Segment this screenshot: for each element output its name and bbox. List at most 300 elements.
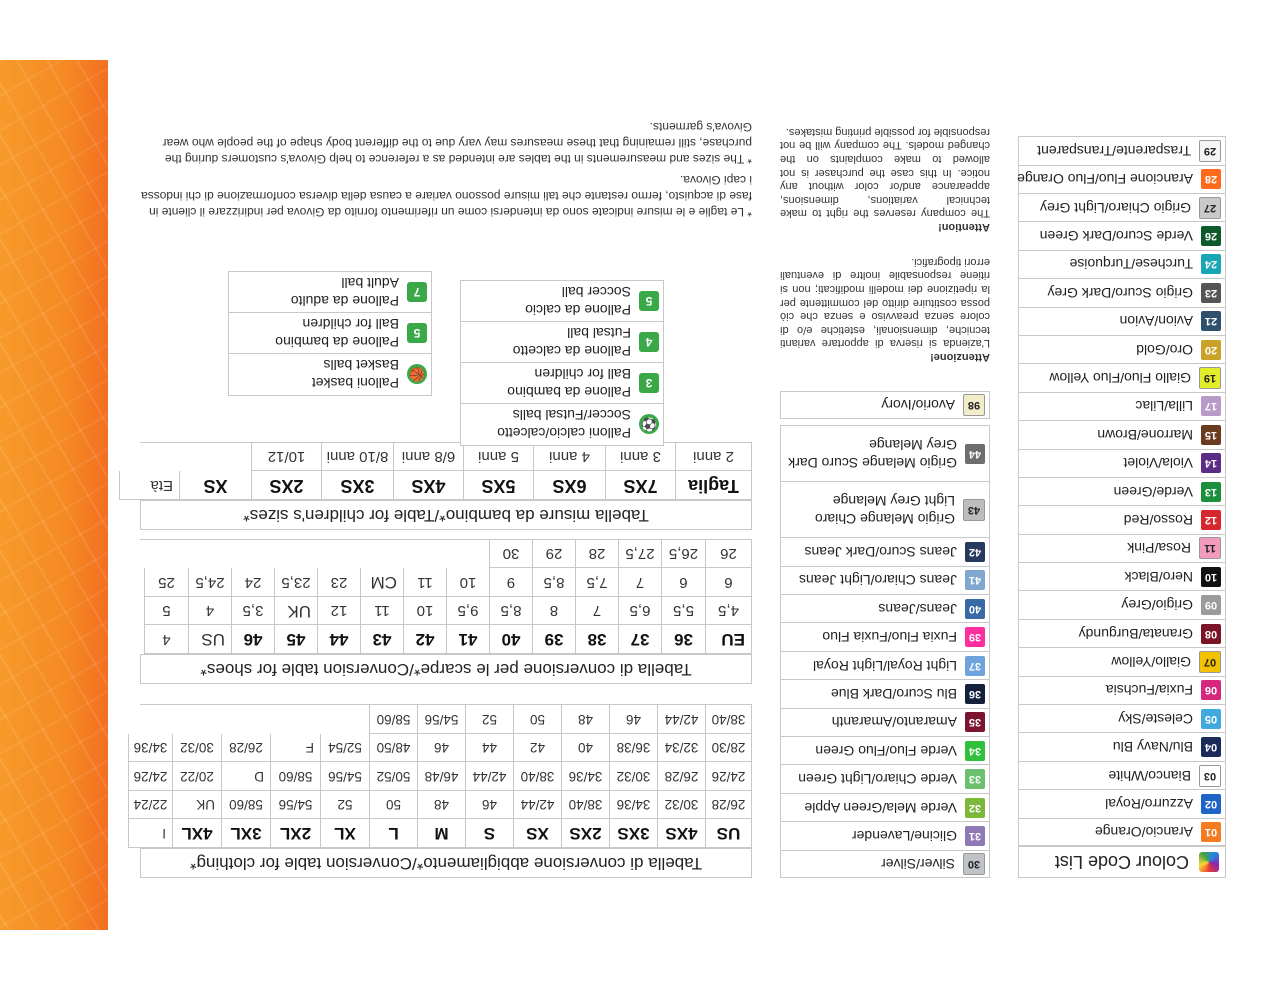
colour-swatch-icon: 11: [1199, 537, 1221, 559]
colour-name: Celeste/Sky: [1118, 710, 1193, 727]
table-header-cell: 3XS: [609, 820, 657, 849]
colour-swatch-icon: 20: [1201, 340, 1221, 360]
colour-name: Grigio/Grey: [1121, 597, 1193, 614]
table-cell: 54/56: [320, 763, 369, 792]
colour-row: [1018, 732, 1226, 760]
table-cell: 7,5: [575, 569, 618, 598]
colour-name: Granata/Burgundy: [1078, 625, 1193, 642]
table-cell: 34/36: [128, 734, 172, 763]
colour-row: [780, 425, 990, 481]
table-cell: 6/8 anni: [393, 443, 463, 472]
ball-row: [229, 354, 431, 395]
colour-name: Blu Scuro/Dark Blue: [830, 685, 957, 702]
colour-swatch-icon: 13: [1201, 482, 1221, 502]
table-cell: 30: [489, 540, 532, 569]
shoes-grid: [140, 539, 752, 654]
table-cell: 38/40: [513, 763, 561, 792]
table-cell: 4: [144, 626, 188, 655]
ball-name-en: Adult ball: [341, 275, 399, 291]
clothing-conversion-table: [133, 705, 752, 879]
colour-name: Avorio/Ivory: [881, 397, 955, 414]
colour-swatch-icon: 42: [965, 542, 985, 562]
table-cell: 54/56: [270, 791, 320, 820]
table-cell: 58/60: [221, 791, 270, 820]
table-cell: 50/52: [369, 763, 417, 792]
colour-row: [780, 764, 990, 792]
colour-name: Lilla/Lilac: [1135, 398, 1193, 415]
table-cell: 36: [661, 626, 705, 655]
table-cell: 26/28: [657, 763, 705, 792]
table-row-label: UK: [172, 791, 221, 820]
colour-row: [1018, 562, 1226, 590]
colour-list-title: Colour Code List: [1054, 852, 1189, 873]
ball-icon: 🏀: [407, 365, 427, 385]
table-cell: 39: [532, 626, 575, 655]
table-cell: 5 anni: [463, 443, 533, 472]
table-cell: 5: [144, 597, 188, 626]
table-cell: 42/44: [465, 763, 513, 792]
table-cell: 26,5: [661, 540, 705, 569]
colour-name: Verde Fluo/Fluo Green: [815, 742, 957, 759]
table-cell: 9: [489, 569, 532, 598]
table-cell: 2 anni: [675, 443, 751, 472]
table-cell: 26/28: [705, 791, 751, 820]
colour-row: [780, 594, 990, 622]
ball-size-badge: 7: [407, 282, 427, 302]
table-cell: 36/38: [609, 734, 657, 763]
colour-name: Turchese/Turquoise: [1069, 256, 1193, 273]
children-grid: [140, 442, 752, 500]
colour-swatch-icon: 10: [1201, 567, 1221, 587]
table-header-cell: 4XS: [393, 472, 463, 501]
table-header-cell: L: [369, 820, 417, 849]
basket-balls-box: [228, 271, 432, 396]
table-cell: 3,5: [231, 597, 274, 626]
table-header-cell: S: [465, 820, 513, 849]
colour-name: Jeans Scuro/Dark Jeans: [804, 544, 957, 561]
ball-name-en: Futsal ball: [567, 325, 631, 341]
colour-name: Grigio Melange Chiaro Light Grey Melange: [814, 492, 955, 527]
ball-row: [461, 363, 663, 404]
table-cell: 4,5: [705, 597, 751, 626]
table-cell: 38/40: [561, 791, 609, 820]
ball-text: [275, 315, 399, 351]
ball-name-it: Pallone da calcetto: [512, 343, 631, 359]
warning-it-text: L'azienda si riserva di apportare varianti tecniche, dimensionali, estetiche e/o di colore senza preavviso e senza che ciò possa costituire diritto del committente per la ripetizione dei modelli modificati; non si ritiene responsabile inoltre di eventuali errori tipografici.: [780, 255, 990, 350]
colour-swatch-icon: 40: [965, 599, 985, 619]
colour-name: Grigio Scuro/Dark Grey: [1047, 284, 1193, 301]
colour-row: [1018, 278, 1226, 306]
table-cell: 38/40: [705, 706, 751, 735]
colour-rows-2: [780, 391, 990, 878]
table-cell: 28/30: [705, 734, 751, 763]
ball-name-it: Pallone da bambino: [275, 334, 399, 350]
ball-size-badge: 5: [639, 291, 659, 311]
colour-swatch-icon: 01: [1201, 822, 1221, 842]
table-cell: 7: [575, 597, 618, 626]
colour-name: Arancio/Orange: [1094, 823, 1193, 840]
table-cell: 40: [489, 626, 532, 655]
ball-size-badge: 5: [407, 323, 427, 343]
colour-row: [1018, 392, 1226, 420]
warning-en-text: The company reserves the right to make technical variations, dimensions, appearance and/or color without any notice. In this case the purchaser is not allowed to make complaints on the changed models. The company will be not responsible for possible printing mistakes.: [780, 125, 990, 220]
colour-row: [780, 679, 990, 707]
colour-name: Grigio Melange Scuro Dark Grey Melange: [788, 436, 957, 471]
table-header-cell: XS: [513, 820, 561, 849]
colour-row: [780, 708, 990, 736]
colour-row: [780, 481, 990, 537]
colour-name: Nero/Black: [1124, 568, 1193, 585]
colour-swatch-icon: 31: [965, 826, 985, 846]
colour-swatch-icon: 04: [1201, 737, 1221, 757]
table-cell: 20/22: [172, 763, 221, 792]
colour-swatch-icon: 41: [965, 570, 985, 590]
ball-row: [461, 404, 663, 445]
colour-swatch-icon: 27: [1199, 197, 1221, 219]
table-cell: 46: [465, 791, 513, 820]
ball-name-it: Palloni basket: [311, 375, 399, 392]
table-cell: 5,5: [661, 597, 705, 626]
colour-name: Viola/Violet: [1123, 455, 1193, 472]
table-header-cell: 4XL: [172, 820, 221, 849]
table-cell: 10: [446, 569, 489, 598]
colour-row: [1018, 647, 1226, 675]
colour-swatch-icon: 28: [1201, 169, 1221, 189]
colour-row: [1018, 221, 1226, 249]
colour-row: [780, 850, 990, 878]
ball-row: [229, 313, 431, 354]
table-cell: 34/36: [561, 763, 609, 792]
colour-swatch-icon: 43: [963, 499, 985, 521]
colour-swatch-icon: 30: [963, 853, 985, 875]
colour-swatch-icon: 39: [965, 627, 985, 647]
ball-text: [291, 274, 399, 310]
shoes-table-title: Tabella di conversione per le scarpe*/Conversion table for shoes*: [140, 654, 752, 684]
colour-name: Verde/Green: [1113, 483, 1193, 500]
colour-swatch-icon: 05: [1201, 709, 1221, 729]
colour-name: Oro/Gold: [1136, 341, 1193, 358]
ball-text: [312, 357, 399, 393]
table-header-cell: 4XS: [657, 820, 705, 849]
colour-swatch-icon: 12: [1201, 510, 1221, 530]
ball-row: [461, 281, 663, 322]
colour-row: [1018, 363, 1226, 391]
table-row-label: I: [128, 820, 172, 849]
table-cell: 8/10 anni: [321, 443, 393, 472]
table-cell: 46: [231, 626, 274, 655]
colour-rows: [1018, 136, 1226, 846]
colour-name: Verde Scuro/Dark Green: [1039, 228, 1193, 245]
colour-swatch-icon: 37: [965, 656, 985, 676]
colour-name: Amaranto/Amaranth: [831, 714, 957, 731]
table-cell: 4: [188, 597, 231, 626]
colour-name: Arancione Fluo/Fluo Orange: [1017, 171, 1193, 188]
colour-name: Giallo Fluo/Fluo Yellow: [1049, 370, 1191, 387]
colour-swatch-icon: 17: [1201, 396, 1221, 416]
colour-row: [780, 622, 990, 650]
table-header-cell: 3XL: [221, 820, 270, 849]
colour-swatch-icon: 36: [965, 684, 985, 704]
colour-row: [1018, 250, 1226, 278]
table-header-cell: 3XS: [321, 472, 393, 501]
table-cell: 50: [513, 706, 561, 735]
table-cell: 24/26: [128, 763, 172, 792]
shoes-conversion-table: [140, 539, 752, 684]
colour-name: Jeans Chiaro/Light Jeans: [799, 572, 957, 589]
table-cell: 46: [417, 734, 465, 763]
colour-row: [780, 651, 990, 679]
table-row-label: F: [270, 734, 320, 763]
colour-name: Light Royal/Light Royal: [813, 657, 957, 674]
children-table-title: Tabella misure da bambino*/Table for children's sizes*: [140, 500, 752, 530]
colour-name: Giallo/Yellow: [1111, 653, 1191, 670]
colour-row: [1018, 505, 1226, 533]
colour-swatch-icon: 44: [965, 444, 985, 464]
colour-swatch-icon: 33: [965, 769, 985, 789]
table-cell: 54/56: [417, 706, 465, 735]
ball-name-en: Soccer ball: [561, 284, 631, 300]
colour-name: Azzurro/Royal: [1105, 795, 1193, 812]
soccer-balls-box: [460, 280, 664, 446]
table-header-cell: XL: [320, 820, 369, 849]
table-cell: 41: [446, 626, 489, 655]
table-row-label: UK: [274, 597, 317, 626]
table-cell: 28: [575, 540, 618, 569]
ball-name-en: Ball for children: [302, 316, 399, 332]
colour-row: [780, 537, 990, 565]
table-cell: 38: [575, 626, 618, 655]
colour-row: [1018, 335, 1226, 363]
colour-name: Blu/Navy Blu: [1112, 739, 1193, 756]
table-cell: 45: [274, 626, 317, 655]
colour-row: [780, 566, 990, 594]
ball-text: [507, 365, 631, 401]
table-cell: 10: [403, 597, 446, 626]
colour-code-list-2: [780, 391, 990, 878]
table-cell: 48/50: [369, 734, 417, 763]
colour-name: Rosa/Pink: [1127, 540, 1191, 557]
warning-italian: [780, 254, 990, 363]
table-cell: 42: [403, 626, 446, 655]
table-cell: 26: [705, 540, 751, 569]
colour-row: [780, 391, 990, 419]
colour-swatch-icon: 15: [1201, 425, 1221, 445]
colour-swatch-icon: 02: [1201, 794, 1221, 814]
ball-name-en: Basket balls: [323, 357, 399, 374]
table-cell: 7: [618, 569, 661, 598]
children-size-table: [140, 442, 752, 530]
table-cell: 30/32: [172, 734, 221, 763]
table-cell: 24: [231, 569, 274, 598]
colour-row: [1018, 704, 1226, 732]
table-header-cell: 2XS: [251, 472, 321, 501]
colour-swatch-icon: 24: [1201, 255, 1221, 275]
colour-row: [1018, 307, 1226, 335]
colour-swatch-icon: 32: [965, 798, 985, 818]
table-header-cell: Taglia: [675, 472, 751, 501]
table-cell: 50: [369, 791, 417, 820]
colour-swatch-icon: 14: [1201, 453, 1221, 473]
table-header-cell: 6XS: [533, 472, 605, 501]
table-cell: 24/26: [705, 763, 751, 792]
colour-swatch-icon: 19: [1199, 367, 1221, 389]
ball-name-it: Palloni calcio/calcetto: [497, 425, 631, 442]
table-cell: 25: [144, 569, 188, 598]
table-cell: 6: [705, 569, 751, 598]
colour-row: [780, 821, 990, 849]
table-header-cell: XS: [179, 472, 251, 501]
warning-en-title: Attention!: [938, 221, 990, 233]
colour-row: [780, 736, 990, 764]
colour-name: Rosso/Red: [1123, 512, 1193, 529]
table-cell: 44: [465, 734, 513, 763]
colour-row: [1018, 534, 1226, 562]
table-row-label: CM: [360, 569, 403, 598]
table-cell: 8,5: [532, 569, 575, 598]
table-header-cell: 2XS: [561, 820, 609, 849]
colour-row: [1018, 136, 1226, 164]
clothing-table-title: Tabella di conversione abbigliamento*/Conversion table for clothing*: [140, 848, 752, 878]
colour-name: Fuxia/Fuchsia: [1105, 682, 1193, 699]
colour-swatch-icon: 08: [1201, 624, 1221, 644]
ball-size-badge: 3: [639, 373, 659, 393]
colour-row: [1018, 477, 1226, 505]
table-cell: 11: [403, 569, 446, 598]
table-cell: 10/12: [251, 443, 321, 472]
footnote-english: * The sizes and measurements in the tables are intended as a reference to help Givova's customers during the purchase, still remaining that these measures may vary due to the different body shape of the people who wear Givova's garments.: [162, 120, 752, 166]
table-cell: 30/32: [609, 763, 657, 792]
colour-row: [1018, 165, 1226, 193]
colour-row: [1018, 761, 1226, 789]
colour-name: Verde Chiaro/Light Green: [798, 771, 957, 788]
ball-row: [229, 272, 431, 313]
table-cell: 48: [561, 706, 609, 735]
table-header-cell: 2XL: [270, 820, 320, 849]
table-cell: 37: [618, 626, 661, 655]
table-header-cell: 5XS: [463, 472, 533, 501]
colour-row: [1018, 420, 1226, 448]
colour-row: [1018, 193, 1226, 221]
colour-row: [1018, 676, 1226, 704]
colour-swatch-icon: 21: [1201, 311, 1221, 331]
table-cell: 34/36: [609, 791, 657, 820]
table-cell: 8,5: [489, 597, 532, 626]
table-row-label: US: [188, 626, 231, 655]
table-cell: 52: [465, 706, 513, 735]
colour-swatch-icon: 29: [1199, 140, 1221, 162]
table-cell: 46/48: [417, 763, 465, 792]
colour-swatch-icon: 06: [1201, 680, 1221, 700]
colour-name: Verde Mela/Green Apple: [804, 799, 957, 816]
ball-icon: ⚽: [639, 415, 659, 435]
table-row-label: EU: [705, 626, 751, 655]
table-cell: 40: [561, 734, 609, 763]
colour-swatch-icon: 35: [965, 712, 985, 732]
colour-swatch-icon: 34: [965, 741, 985, 761]
ball-text: [513, 324, 631, 360]
colour-name: Avion/Avion: [1119, 313, 1193, 330]
ball-text: [497, 407, 631, 443]
table-row-label: Età: [119, 472, 179, 501]
colour-name: Marrone/Brown: [1097, 426, 1193, 443]
footnote-italian: * Le taglie e le misure indicate sono da intendersi come un riferimento fornito da Givova per indirizzare il cliente in fase di acquisto, fermo restante che tali misure possono variare a causa della diversa conformazione di chi indossa i capi Givova.: [141, 173, 752, 219]
table-cell: 11: [360, 597, 403, 626]
table-row-label: D: [221, 763, 270, 792]
table-cell: 27,5: [618, 540, 661, 569]
table-cell: 58/60: [270, 763, 320, 792]
table-cell: 32/34: [657, 734, 705, 763]
table-cell: 6: [661, 569, 705, 598]
colour-name: Jeans/Jeans: [878, 600, 957, 617]
table-cell: 52: [320, 791, 369, 820]
table-header-cell: US: [705, 820, 751, 849]
colour-name: Trasparente/Transparent: [1037, 142, 1191, 159]
table-cell: 42/44: [513, 791, 561, 820]
colour-code-list: [1018, 136, 1226, 878]
colour-row: [1018, 789, 1226, 817]
table-header-cell: 7XS: [605, 472, 675, 501]
colour-row: [1018, 619, 1226, 647]
colour-row: [1018, 449, 1226, 477]
ball-text: [525, 283, 631, 319]
table-cell: 42/44: [657, 706, 705, 735]
table-cell: 46: [609, 706, 657, 735]
table-cell: 44: [317, 626, 360, 655]
colour-swatch-icon: 23: [1201, 283, 1221, 303]
table-cell: 6,5: [618, 597, 661, 626]
ball-name-en: Soccer/Futsal balls: [512, 407, 631, 424]
palette-icon: [1199, 852, 1219, 872]
ball-name-it: Pallone da calcio: [525, 302, 631, 318]
colour-row: [780, 793, 990, 821]
table-cell: 52/54: [320, 734, 369, 763]
colour-swatch-icon: 98: [963, 394, 985, 416]
table-cell: 4 anni: [533, 443, 605, 472]
table-cell: 48: [417, 791, 465, 820]
warning-it-title: Attenzione!: [930, 351, 990, 363]
table-cell: 12: [317, 597, 360, 626]
table-cell: 9,5: [446, 597, 489, 626]
table-cell: 58/60: [369, 706, 417, 735]
clothing-grid: [133, 705, 752, 849]
table-cell: 3 anni: [605, 443, 675, 472]
table-cell: 23: [317, 569, 360, 598]
colour-name: Grigio Chiaro/Light Grey: [1040, 199, 1191, 216]
colour-name: Glicine/Lavender: [851, 827, 957, 844]
colour-swatch-icon: 07: [1199, 651, 1221, 673]
ball-name-it: Pallone da bambino: [507, 384, 631, 400]
ball-name-en: Ball for children: [534, 366, 631, 382]
table-cell: 30/32: [657, 791, 705, 820]
ball-name-it: Pallone da adulto: [290, 293, 399, 309]
colour-name: Fuxia Fluo/Fuxia Fluo: [822, 629, 957, 646]
orange-decorative-band: [0, 60, 108, 930]
table-cell: 42: [513, 734, 561, 763]
ball-size-badge: 4: [639, 332, 659, 352]
ball-row: [461, 322, 663, 363]
table-cell: 29: [532, 540, 575, 569]
table-cell: 8: [532, 597, 575, 626]
colour-name: Silver/Silver: [881, 855, 955, 872]
table-cell: 22/24: [128, 791, 172, 820]
colour-name: Bianco/White: [1108, 767, 1191, 784]
table-cell: 26/28: [221, 734, 270, 763]
table-cell: 24,5: [188, 569, 231, 598]
colour-swatch-icon: 26: [1201, 226, 1221, 246]
table-header-cell: M: [417, 820, 465, 849]
colour-swatch-icon: 09: [1201, 595, 1221, 615]
colour-list-title-row: [1018, 846, 1226, 878]
